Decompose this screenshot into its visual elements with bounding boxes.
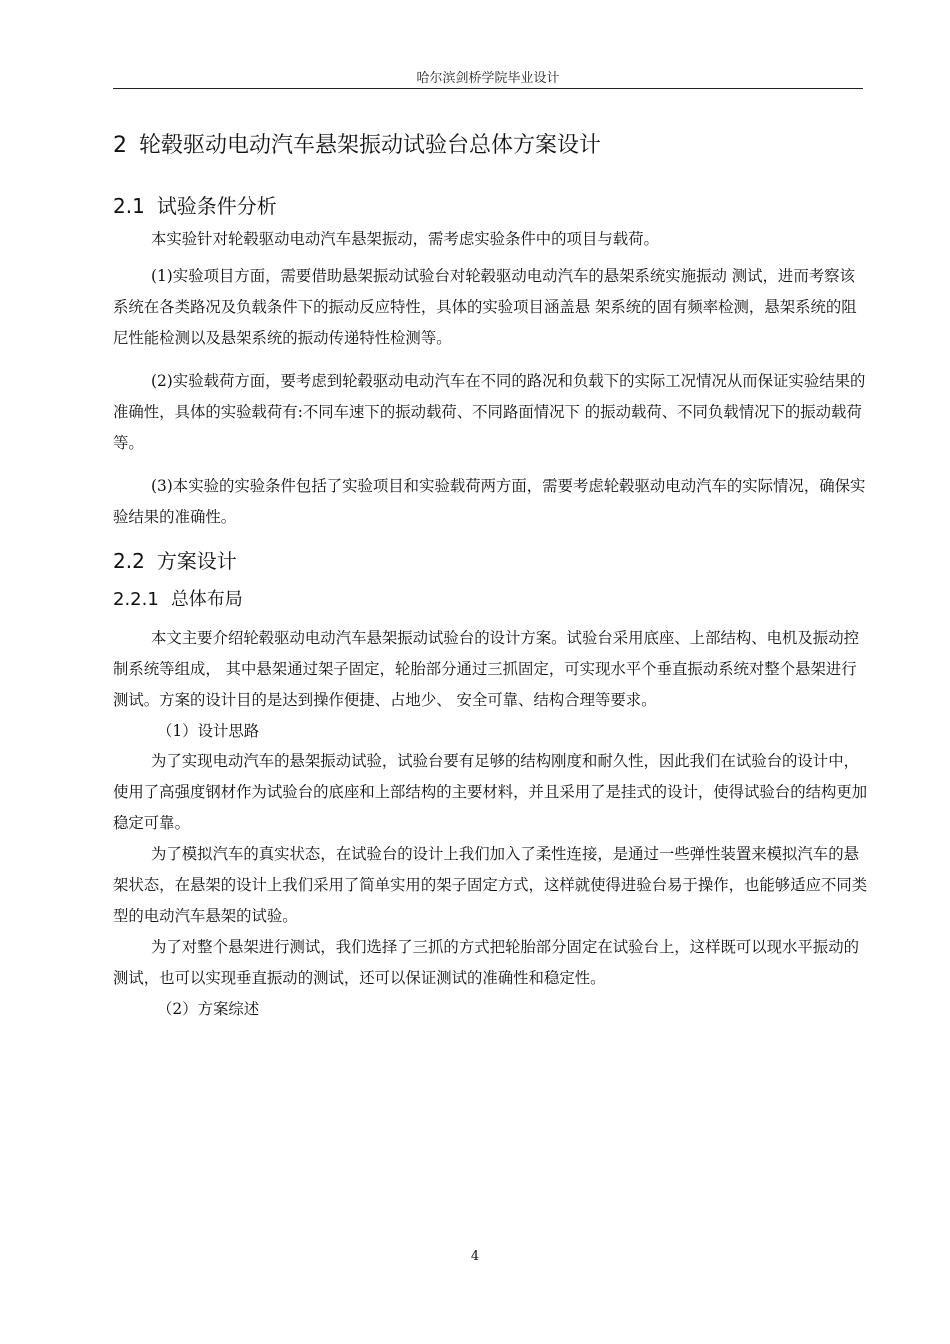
chapter-title: 轮毂驱动电动汽车悬架振动试验台总体方案设计 bbox=[139, 133, 602, 158]
running-header: 哈尔滨剑桥学院毕业设计 bbox=[416, 71, 560, 86]
paragraph: 为了实现电动汽车的悬架振动试验，试验台要有足够的结构刚度和耐久性，因此我们在试验台的设计中，使用了高强度钢材作为试验台的底座和上部结构的主要材料，并且采用了是挂式的设计，使得试验台的结构更加稳定可靠。 bbox=[113, 752, 868, 832]
section-2-1-title: 试验条件分析 bbox=[156, 194, 277, 218]
paragraph: (2)实验载荷方面，要考虑到轮毂驱动电动汽车在不同的路况和负载下的实际工况情况从而保证实验结果的准确性，具体的实验载荷有:不同车速下的振动载荷、不同路面情况下 的振动载荷、不同负载情况下的振动载荷等。 bbox=[113, 372, 866, 452]
section-2-1-heading bbox=[113, 188, 868, 224]
section-2-1-number: 2.1 bbox=[113, 194, 145, 218]
page-number: 4 bbox=[470, 1249, 480, 1264]
paragraph: (3)本实验的实验条件包括了实验项目和实验载荷两方面，需要考虑轮毂驱动电动汽车的实际情况，确保实验结果的准确性。 bbox=[113, 477, 866, 526]
section-2-2-number: 2.2 bbox=[113, 549, 145, 573]
paragraph: 为了对整个悬架进行测试，我们选择了三抓的方式把轮胎部分固定在试验台上，这样既可以现水平振动的测试，也可以实现垂直振动的测试，还可以保证测试的准确性和稳定性。 bbox=[113, 938, 859, 987]
chapter-number: 2 bbox=[113, 133, 127, 158]
chapter-heading bbox=[113, 126, 868, 166]
paragraph: (1)实验项目方面，需要借助悬架振动试验台对轮毂驱动电动汽车的悬架系统实施振动 测试，进而考察该系统在各类路况及负载条件下的振动反应特性，具体的实验项目涵盖悬 架系统的固有频率检测，悬架系统的阻尼性能检测以及悬架系统的振动传递特性检测等。 bbox=[113, 267, 857, 347]
list-item-heading: （2）方案综述 bbox=[157, 1000, 260, 1018]
paragraph: 本实验针对轮毂驱动电动汽车悬架振动，需考虑实验条件中的项目与载荷。 bbox=[151, 230, 659, 248]
section-2-2-1-title: 总体布局 bbox=[170, 589, 243, 610]
section-2-2-heading bbox=[113, 543, 868, 579]
paragraph: 为了模拟汽车的真实状态，在试验台的设计上我们加入了柔性连接，是通过一些弹性装置来模拟汽车的悬架状态，在悬架的设计上我们采用了简单实用的架子固定方式，这样就使得进验台易于操作，也能够适应不同类型的电动汽车悬架的试验。 bbox=[113, 845, 868, 925]
header-rule bbox=[113, 88, 863, 89]
paragraph: 本文主要介绍轮毂驱动电动汽车悬架振动试验台的设计方案。试验台采用底座、上部结构、电机及振动控制系统等组成， 其中悬架通过架子固定，轮胎部分通过三抓固定，可实现水平个垂直振动系统对整个悬架进行测试。方案的设计目的是达到操作便捷、占地少、 安全可靠、结构合理等要求。 bbox=[113, 629, 859, 709]
section-2-2-1-heading bbox=[113, 583, 868, 617]
list-item-heading: （1）设计思路 bbox=[157, 722, 260, 740]
page-content bbox=[113, 120, 868, 1024]
section-2-2-1-number: 2.2.1 bbox=[113, 589, 159, 610]
section-2-2-title: 方案设计 bbox=[156, 549, 237, 573]
